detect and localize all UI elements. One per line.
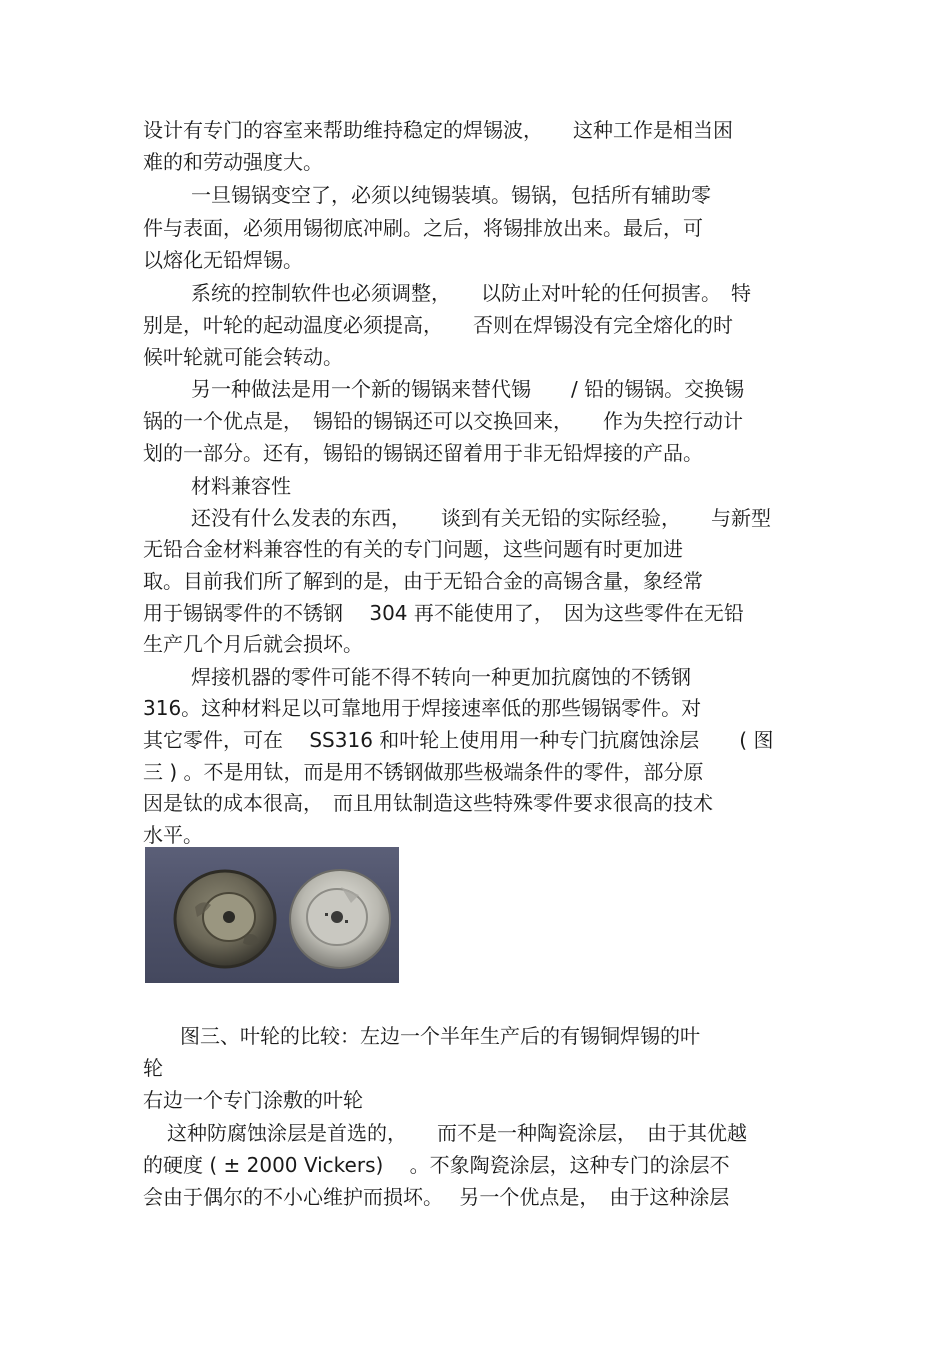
- text-line: 以熔化无铅焊锡。: [143, 248, 303, 272]
- text-line: 取。目前我们所了解到的是，由于无铅合金的高锡含量，象经常: [143, 569, 703, 593]
- text-line: 其它零件，可在 SS316 和叶轮上使用用一种专门抗腐蚀涂层 ( 图: [143, 728, 774, 752]
- text-line: 别是，叶轮的起动温度必须提高， 否则在焊锡没有完全熔化的时: [143, 313, 733, 337]
- text-line: 难的和劳动强度大。: [143, 150, 323, 174]
- figure-caption-line: 右边一个专门涂敷的叶轮: [143, 1088, 363, 1112]
- text-line: 无铅合金材料兼容性的有关的专门问题，这些问题有时更加进: [143, 537, 683, 561]
- figure-caption-line: 轮: [143, 1056, 163, 1080]
- text-line: 系统的控制软件也必须调整， 以防止对叶轮的任何损害。 特: [191, 281, 751, 305]
- text-line: 设计有专门的容室来帮助维持稳定的焊锡波， 这种工作是相当困: [143, 118, 733, 142]
- text-line: 三 ) 。不是用钛，而是用不锈钢做那些极端条件的零件，部分原: [143, 760, 704, 784]
- text-line: 件与表面，必须用锡彻底冲刷。之后，将锡排放出来。最后，可: [143, 216, 703, 240]
- text-line: 还没有什么发表的东西， 谈到有关无铅的实际经验， 与新型: [191, 506, 771, 530]
- text-line: 候叶轮就可能会转动。: [143, 345, 343, 369]
- text-line: 生产几个月后就会损坏。: [143, 632, 363, 656]
- text-line: 316。这种材料足以可靠地用于焊接速率低的那些锡锅零件。对: [143, 696, 702, 720]
- impeller-comparison-photo-icon: [145, 847, 399, 983]
- figure-caption-line: 图三、叶轮的比较：左边一个半年生产后的有锡铜焊锡的叶: [180, 1024, 700, 1048]
- text-line: 划的一部分。还有，锡铅的锡锅还留着用于非无铅焊接的产品。: [143, 441, 703, 465]
- text-line: 这种防腐蚀涂层是首选的， 而不是一种陶瓷涂层， 由于其优越: [167, 1121, 747, 1145]
- section-heading: 材料兼容性: [191, 474, 291, 498]
- text-line: 锅的一个优点是， 锡铅的锡锅还可以交换回来， 作为失控行动计: [143, 409, 743, 433]
- text-line: 一旦锡锅变空了，必须以纯锡装填。锡锅，包括所有辅助零: [191, 183, 711, 207]
- text-line: 另一种做法是用一个新的锡锅来替代锡 / 铅的锡锅。交换锡: [191, 377, 745, 401]
- text-line: 用于锡锅零件的不锈钢 304 再不能使用了， 因为这些零件在无铅: [143, 601, 744, 625]
- text-line: 会由于偶尔的不小心维护而损坏。 另一个优点是， 由于这种涂层: [143, 1185, 730, 1209]
- text-line: 水平。: [143, 823, 203, 847]
- text-line: 的硬度 ( ± 2000 Vickers) 。不象陶瓷涂层，这种专门的涂层不: [143, 1153, 730, 1177]
- text-line: 焊接机器的零件可能不得不转向一种更加抗腐蚀的不锈钢: [191, 665, 691, 689]
- text-line: 因是钛的成本很高， 而且用钛制造这些特殊零件要求很高的技术: [143, 791, 713, 815]
